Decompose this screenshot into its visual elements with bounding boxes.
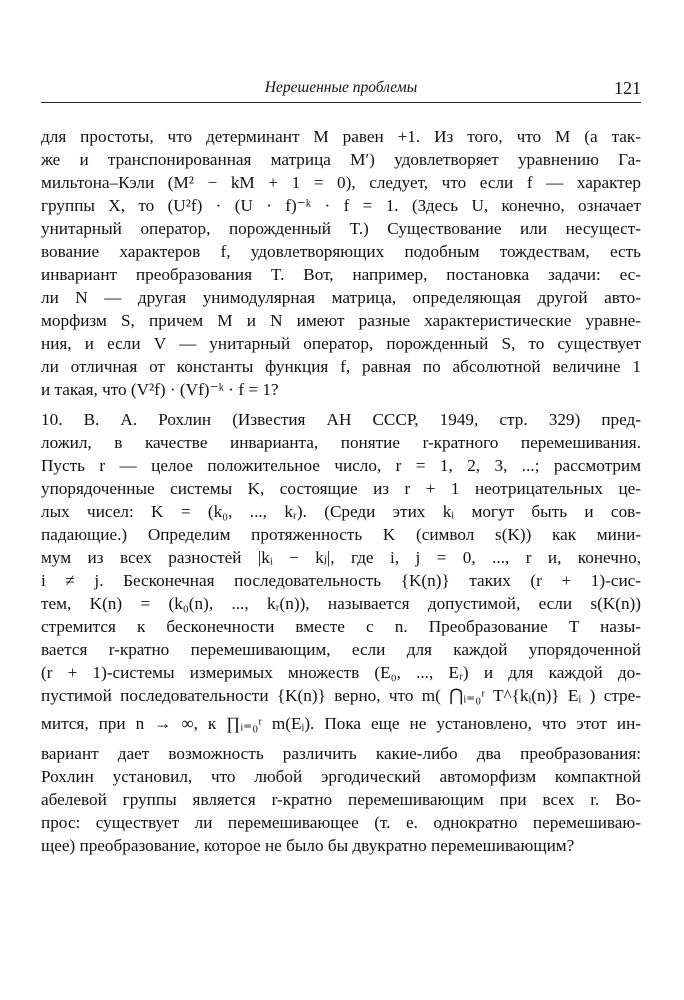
text-line: i ≠ j. Бесконечная последовательность {K(n)} таких (r + 1)-сис-	[41, 571, 641, 590]
text-line: лых чисел: K = (k₀, ..., kᵣ). (Среди этих kᵢ могут быть и сов-	[41, 502, 641, 521]
text-line: упорядоченные системы K, состоящие из r + 1 неотрицательных це-	[41, 479, 641, 498]
text-line: ли отличная от константы функция f, равная по абсолютной величине 1	[41, 357, 641, 376]
text-line: стремится к бесконечности вместе с n. Преобразование T назы-	[41, 617, 641, 636]
text-line: мится, при n → ∞, к ∏ᵢ₌₀ʳ m(Eᵢ). Пока еще не установлено, что этот ин-	[41, 714, 641, 733]
text-line: пустимой последовательности {K(n)} верно, что m( ⋂ᵢ₌₀ʳ T^{kᵢ(n)} Eᵢ ) стре-	[41, 686, 641, 705]
running-head	[41, 78, 641, 100]
text-line: мум из всех разностей |kᵢ − kⱼ|, где i, j = 0, ..., r и, конечно,	[41, 548, 641, 567]
text-line: (r + 1)-системы измеримых множеств (E₀, ..., Eᵣ) и для каждой до-	[41, 663, 641, 682]
text-line: же и транспонированная матрица M′) удовлетворяет уравнению Га-	[41, 150, 641, 169]
text-line: Пусть r — целое положительное число, r = 1, 2, 3, ...; рассмотрим	[41, 456, 641, 475]
text-line: для простоты, что детерминант M равен +1. Из того, что M (а так-	[41, 127, 641, 146]
page-number: 121	[614, 78, 641, 98]
text-line: мильтона–Кэли (M² − kM + 1 = 0), следует, что если f — характер	[41, 173, 641, 192]
header-rule	[41, 102, 641, 103]
text-line: морфизм S, причем M и N имеют разные характеристические уравне-	[41, 311, 641, 330]
running-title: Нерешенные проблемы	[264, 79, 418, 96]
text-line: абелевой группы является r-кратно перемешивающим при всех r. Во-	[41, 790, 641, 809]
text-line: ли N — другая унимодулярная матрица, определяющая другой авто-	[41, 288, 641, 307]
text-line: падающие.) Определим протяженность K (символ s(K)) как мини-	[41, 525, 641, 544]
text-line: ния, и если V — унитарный оператор, порожденный S, то существует	[41, 334, 641, 353]
text-line: вование характеров f, удовлетворяющих подобным тождествам, есть	[41, 242, 641, 261]
text-line: инвариант преобразования T. Вот, например, постановка задачи: ес-	[41, 265, 641, 284]
text-line: и такая, что (V²f) · (Vf)⁻ᵏ · f = 1?	[41, 380, 279, 399]
text-line: щее) преобразование, которое не было бы двукратно перемешивающим?	[41, 836, 575, 855]
text-line: Рохлин установил, что любой эргодический автоморфизм компактной	[41, 767, 641, 786]
text-line: прос: существует ли перемешивающее (т. е. однократно перемешиваю-	[41, 813, 641, 832]
text-line: вариант дает возможность различить какие-либо два преобразования:	[41, 744, 641, 763]
text-line: вается r-кратно перемешивающим, если для каждой упорядоченной	[41, 640, 641, 659]
text-line: группы X, то (U²f) · (U · f)⁻ᵏ · f = 1. (Здесь U, конечно, означает	[41, 196, 641, 215]
text-line: унитарный оператор, порожденный T.) Существование или несущест-	[41, 219, 641, 238]
text-line: ложил, в качестве инварианта, понятие r-кратного перемешивания.	[41, 433, 641, 452]
text-line: тем, K(n) = (k₀(n), ..., kᵣ(n)), называется допустимой, если s(K(n))	[41, 594, 641, 613]
text-line: 10. В. А. Рохлин (Известия АН СССР, 1949, стр. 329) пред-	[41, 410, 641, 429]
